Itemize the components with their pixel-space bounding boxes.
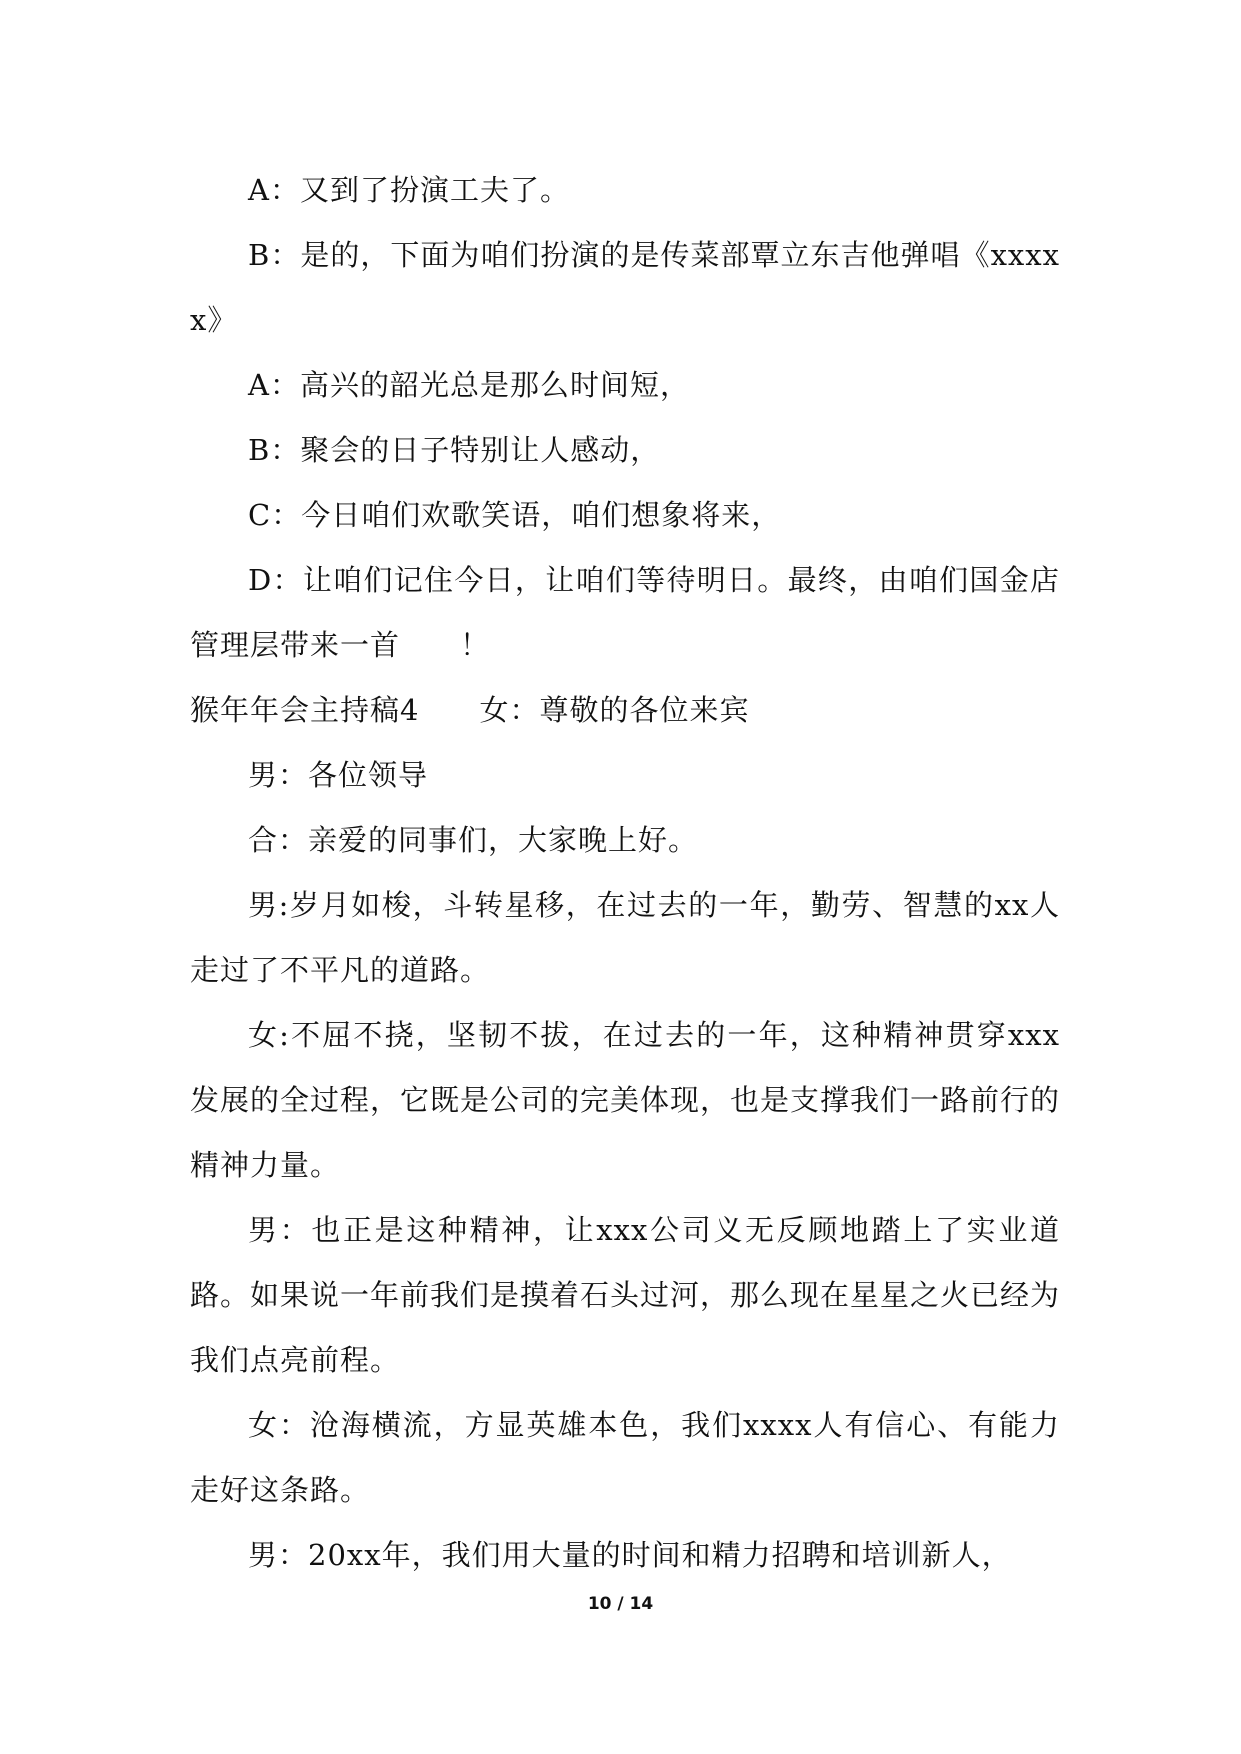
document-body bbox=[190, 158, 1060, 1588]
paragraph-1: A：又到了扮演工夫了。 bbox=[248, 173, 570, 207]
paragraph-6: D：让咱们记住今日，让咱们等待明日。最终，由咱们国金店管理层带来一首 ！ bbox=[190, 563, 1060, 662]
paragraph-13: 女：沧海横流，方显英雄本色，我们xxxx人有信心、有能力走好这条路。 bbox=[190, 1408, 1060, 1507]
paragraph-4: B：聚会的日子特别让人感动， bbox=[248, 433, 661, 467]
paragraph-8: 男：各位领导 bbox=[248, 758, 429, 792]
paragraph-11: 女:不屈不挠，坚韧不拔，在过去的一年，这种精神贯穿xxx发展的全过程，它既是公司的完美体现，也是支撑我们一路前行的精神力量。 bbox=[190, 1018, 1061, 1182]
paragraph-2: B：是的，下面为咱们扮演的是传菜部覃立东吉他弹唱《xxxxx》 bbox=[190, 238, 1060, 337]
paragraph-3: A：高兴的韶光总是那么时间短， bbox=[248, 368, 690, 402]
page-number: 10 / 14 bbox=[587, 1594, 654, 1614]
paragraph-12: 男：也正是这种精神，让xxx公司义无反顾地踏上了实业道路。如果说一年前我们是摸着石头过河，那么现在星星之火已经为我们点亮前程。 bbox=[190, 1213, 1061, 1377]
paragraph-9: 合：亲爱的同事们，大家晚上好。 bbox=[248, 823, 699, 857]
paragraph-10: 男:岁月如梭，斗转星移，在过去的一年，勤劳、智慧的xx人走过了不平凡的道路。 bbox=[190, 888, 1060, 987]
paragraph-5: C：今日咱们欢歌笑语，咱们想象将来， bbox=[248, 498, 782, 532]
section-heading-line: 猴年年会主持稿4 女：尊敬的各位来宾 bbox=[190, 693, 750, 727]
paragraph-14: 男：20xx年，我们用大量的时间和精力招聘和培训新人， bbox=[248, 1538, 1012, 1572]
